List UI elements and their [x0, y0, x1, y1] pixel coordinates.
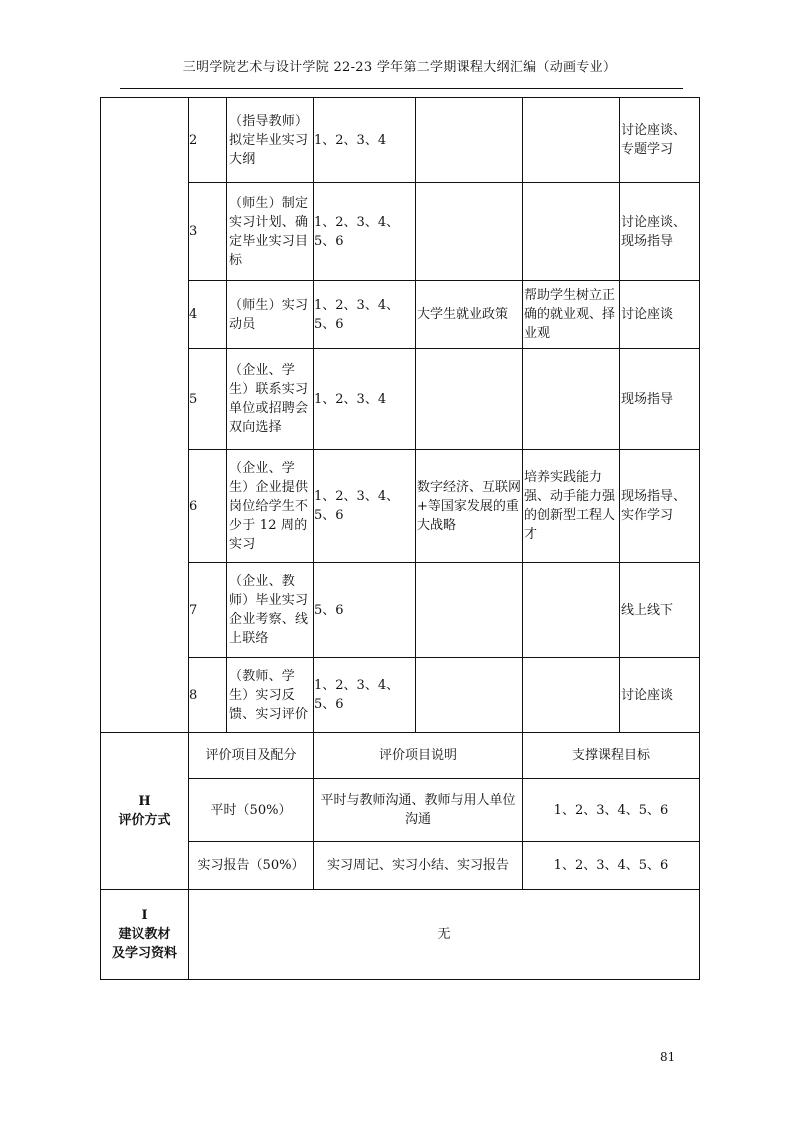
- ideology-cell: 大学生就业政策: [416, 281, 523, 349]
- task-cell: （企业、学生）联系实习单位或招聘会双向选择: [227, 349, 314, 450]
- method-cell: 讨论座谈、专题学习: [620, 98, 700, 183]
- row-number: 2: [189, 98, 227, 183]
- task-cell: （指导教师）拟定毕业实习大纲: [227, 98, 314, 183]
- eval-goals: 1、2、3、4、5、6: [523, 842, 700, 890]
- element-cell: [523, 563, 620, 658]
- materials-label-line2: 及学习资料: [111, 946, 177, 961]
- method-cell: 讨论座谈、现场指导: [620, 183, 700, 281]
- method-cell: 讨论座谈: [620, 658, 700, 733]
- schedule-body: [101, 98, 700, 980]
- goals-cell: 1、2、3、4、5、6: [314, 183, 416, 281]
- materials-value: 无: [189, 890, 700, 980]
- eval-header-goals: 支撑课程目标: [523, 733, 700, 779]
- eval-item: 实习报告（50%）: [189, 842, 314, 890]
- evaluation-header-row: [101, 733, 700, 779]
- ideology-cell: 数字经济、互联网+等国家发展的重大战略: [416, 450, 523, 563]
- row-number: 6: [189, 450, 227, 563]
- materials-label-cell: [101, 890, 189, 980]
- materials-letter: I: [141, 908, 148, 923]
- eval-header-item: 评价项目及配分: [189, 733, 314, 779]
- element-cell: [523, 98, 620, 183]
- goals-cell: 1、2、3、4、5、6: [314, 658, 416, 733]
- evaluation-letter: H: [138, 794, 151, 809]
- page-header: 三明学院艺术与设计学院 22-23 学年第二学期课程大纲汇编（动画专业）: [182, 60, 617, 75]
- goals-cell: 1、2、3、4: [314, 349, 416, 450]
- row-number: 7: [189, 563, 227, 658]
- row-number: 3: [189, 183, 227, 281]
- side-blank-cell: [101, 98, 189, 733]
- header-rule: [120, 88, 683, 89]
- schedule-row: [101, 658, 700, 733]
- schedule-row: [101, 281, 700, 349]
- row-number: 8: [189, 658, 227, 733]
- ideology-cell: [416, 98, 523, 183]
- method-cell: 现场指导、实作学习: [620, 450, 700, 563]
- task-cell: （企业、教师）毕业实习企业考察、线上联络: [227, 563, 314, 658]
- goals-cell: 1、2、3、4、5、6: [314, 450, 416, 563]
- method-cell: 线上线下: [620, 563, 700, 658]
- ideology-cell: [416, 563, 523, 658]
- materials-row: [101, 890, 700, 980]
- schedule-row: [101, 450, 700, 563]
- schedule-row: [101, 98, 700, 183]
- syllabus-table: [100, 97, 700, 980]
- goals-cell: 5、6: [314, 563, 416, 658]
- ideology-cell: [416, 349, 523, 450]
- element-cell: 帮助学生树立正确的就业观、择业观: [523, 281, 620, 349]
- task-cell: （企业、学生）企业提供岗位给学生不少于 12 周的实习: [227, 450, 314, 563]
- evaluation-label-cell: [101, 733, 189, 890]
- materials-label-line1: 建议教材: [118, 927, 171, 942]
- ideology-cell: [416, 658, 523, 733]
- task-cell: （师生）制定实习计划、确定毕业实习目标: [227, 183, 314, 281]
- goals-cell: 1、2、3、4、5、6: [314, 281, 416, 349]
- row-number: 5: [189, 349, 227, 450]
- eval-desc: 平时与教师沟通、教师与用人单位沟通: [314, 779, 523, 842]
- evaluation-row: [101, 779, 700, 842]
- element-cell: 培养实践能力强、动手能力强的创新型工程人才: [523, 450, 620, 563]
- eval-header-desc: 评价项目说明: [314, 733, 523, 779]
- element-cell: [523, 183, 620, 281]
- schedule-row: [101, 563, 700, 658]
- method-cell: 讨论座谈: [620, 281, 700, 349]
- schedule-row: [101, 183, 700, 281]
- row-number: 4: [189, 281, 227, 349]
- eval-goals: 1、2、3、4、5、6: [523, 779, 700, 842]
- element-cell: [523, 349, 620, 450]
- goals-cell: 1、2、3、4: [314, 98, 416, 183]
- element-cell: [523, 658, 620, 733]
- eval-item: 平时（50%）: [189, 779, 314, 842]
- method-cell: 现场指导: [620, 349, 700, 450]
- evaluation-row: [101, 842, 700, 890]
- task-cell: （教师、学生）实习反馈、实习评价: [227, 658, 314, 733]
- task-cell: （师生）实习动员: [227, 281, 314, 349]
- ideology-cell: [416, 183, 523, 281]
- schedule-row: [101, 349, 700, 450]
- page-number: 81: [660, 1050, 676, 1064]
- eval-desc: 实习周记、实习小结、实习报告: [314, 842, 523, 890]
- evaluation-label: 评价方式: [118, 813, 171, 828]
